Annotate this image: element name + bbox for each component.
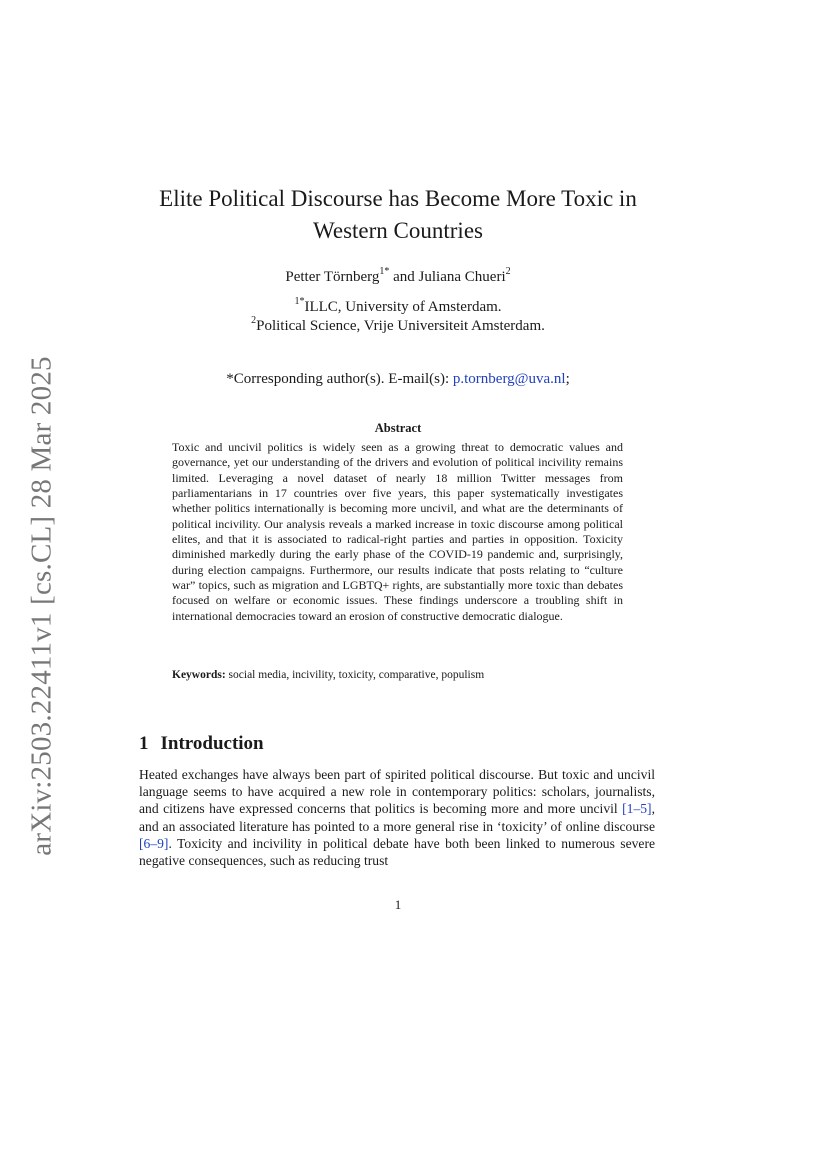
intro-text: Heated exchanges have always been part of spirited political discourse. But toxic and uncivil language seems to have acquired a new role in contemporary politics: scholars, journalists, and citizens have expressed concerns that politics is becoming more and more uncivil xyxy=(139,767,655,817)
affiliation-marker: 1* xyxy=(294,296,305,307)
author-affiliation-marker: 1* xyxy=(379,266,390,277)
citation-link[interactable]: [1–5] xyxy=(622,801,652,817)
citation-link[interactable]: [6–9] xyxy=(139,835,169,851)
affiliation xyxy=(0,296,796,316)
introduction-paragraph xyxy=(139,766,655,869)
section-number: 1 xyxy=(139,733,149,754)
author-affiliation-marker: 2 xyxy=(505,266,511,277)
section-title: Introduction xyxy=(160,733,264,754)
affiliation-marker: 2 xyxy=(251,315,257,326)
affiliation xyxy=(0,315,796,335)
keywords xyxy=(172,669,484,681)
paper-title-line-2: Western Countries xyxy=(313,218,483,243)
paper-title xyxy=(0,183,796,247)
abstract-heading: Abstract xyxy=(374,421,422,435)
section-heading xyxy=(139,733,264,755)
paper-title-line-1: Elite Political Discourse has Become More Toxic in xyxy=(159,186,637,211)
abstract-text: Toxic and uncivil politics is widely seen as a growing threat to democratic values and governance, yet our understanding of the drivers and evolution of political incivility remains limited. Leveraging a novel dataset of nearly 18 million Twitter messages from parliamentarians in 17 countries over five years, this paper systematically investigates whether politics internationally is becoming more uncivil, and what are the determinants of political incivility. Our analysis reveals a marked increase in toxic discourse among political elites, and that it is associated to radical-right parties and parties in opposition. Toxicity diminished markedly during the early phase of the COVID-19 pandemic and, surprisingly, during election campaigns. Furthermore, our results indicate that posts relating to “culture war” topics, such as migration and LGBTQ+ rights, are substantially more toxic than debates focused on welfare or economic issues. These findings underscore a troubling shift in international democracies toward an erosion of constructive democratic dialogue. xyxy=(172,440,623,623)
corresponding-suffix: ; xyxy=(565,371,570,387)
corresponding-author xyxy=(0,371,796,388)
intro-text: , and an associated literature has pointed to a more general rise in ‘toxicity’ of online discourse xyxy=(139,801,655,834)
author-conjunction: and xyxy=(389,269,419,285)
author-list xyxy=(0,266,796,286)
author-name: Petter Törnberg xyxy=(285,269,380,285)
author-name: Juliana Chueri xyxy=(418,269,506,285)
arxiv-identifier-text: arXiv:2503.22411v1 [cs.CL] 28 Mar 2025 xyxy=(25,356,58,856)
affiliation-text: Political Science, Vrije Universiteit Amsterdam. xyxy=(256,318,545,334)
email-link[interactable]: p.tornberg@uva.nl xyxy=(452,371,566,387)
corresponding-prefix: *Corresponding author(s). E-mail(s): xyxy=(226,371,453,387)
affiliation-text: ILLC, University of Amsterdam. xyxy=(304,299,502,315)
keywords-text: social media, incivility, toxicity, comparative, populism xyxy=(225,669,485,681)
keywords-label: Keywords: xyxy=(172,669,226,681)
intro-text: . Toxicity and incivility in political debate have both been linked to numerous severe negative consequences, such as reducing trust xyxy=(139,835,655,869)
page-number: 1 xyxy=(394,897,402,912)
